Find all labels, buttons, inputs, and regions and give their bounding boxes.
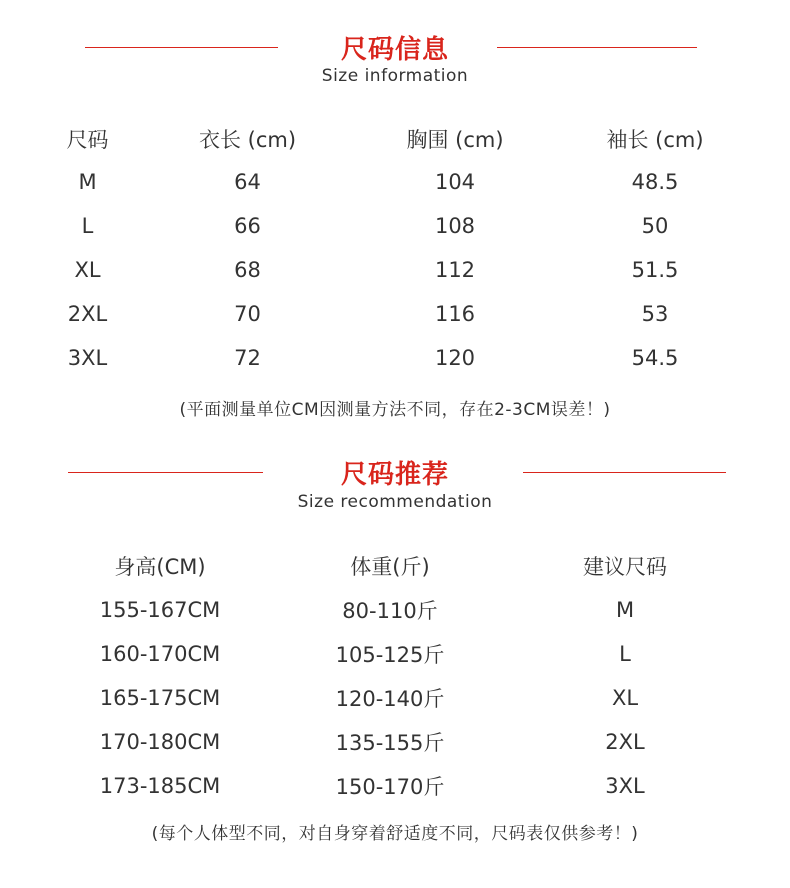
cell-sleeve: 50 (641, 214, 669, 238)
size-info-subtitle: Size information (321, 66, 469, 86)
table-row (30, 336, 750, 380)
header-weight: 体重(斤) (350, 555, 430, 579)
size-rec-note: (每个人体型不同，对自身穿着舒适度不同，尺码表仅供参考！) (151, 824, 639, 844)
header-recommended: 建议尺码 (583, 555, 667, 579)
table-row (50, 632, 740, 676)
cell-weight: 80-110斤 (342, 599, 438, 623)
cell-size: XL (74, 258, 101, 282)
header-sleeve: 袖长 (cm) (606, 128, 704, 152)
cell-chest: 112 (434, 258, 476, 282)
cell-length: 64 (234, 170, 261, 194)
size-rec-section (0, 440, 790, 888)
table-row (30, 292, 750, 336)
cell-weight: 135-155斤 (335, 731, 445, 755)
cell-size: M (615, 598, 635, 622)
cell-chest: 104 (434, 170, 476, 194)
cell-weight: 120-140斤 (335, 687, 445, 711)
header-length: 衣长 (cm) (198, 128, 297, 152)
cell-size: M (78, 170, 97, 194)
cell-sleeve: 54.5 (631, 346, 679, 370)
table-row (50, 720, 740, 764)
size-rec-subtitle: Size recommendation (297, 492, 493, 512)
cell-size: 3XL (67, 346, 108, 370)
size-info-section (0, 0, 790, 440)
table-row (50, 588, 740, 632)
cell-weight: 150-170斤 (335, 775, 445, 799)
cell-chest: 116 (434, 302, 476, 326)
table-row (50, 676, 740, 720)
size-info-header (0, 27, 790, 67)
header-chest: 胸围 (cm) (406, 128, 504, 152)
size-info-title: 尺码信息 (340, 35, 449, 65)
size-rec-title: 尺码推荐 (340, 460, 449, 490)
cell-weight: 105-125斤 (335, 643, 445, 667)
table-header-row (50, 544, 740, 588)
cell-height: 170-180CM (99, 730, 221, 754)
cell-sleeve: 51.5 (631, 258, 679, 282)
cell-chest: 108 (434, 214, 476, 238)
size-rec-table (50, 544, 740, 808)
header-size: 尺码 (66, 128, 109, 152)
cell-length: 72 (234, 346, 261, 370)
cell-length: 68 (234, 258, 261, 282)
cell-sleeve: 53 (641, 302, 669, 326)
cell-length: 66 (234, 214, 261, 238)
header-height: 身高(CM) (114, 555, 206, 579)
size-info-table (30, 118, 750, 380)
cell-chest: 120 (434, 346, 476, 370)
table-row (30, 204, 750, 248)
table-row (50, 764, 740, 808)
cell-height: 173-185CM (99, 774, 221, 798)
cell-size: 2XL (605, 730, 645, 754)
size-info-note: (平面测量单位CM因测量方法不同，存在2-3CM误差！) (179, 400, 611, 420)
cell-height: 155-167CM (99, 598, 221, 622)
cell-height: 160-170CM (99, 642, 221, 666)
cell-size: L (81, 214, 94, 238)
cell-size: XL (611, 686, 639, 710)
table-row (30, 160, 750, 204)
cell-height: 165-175CM (99, 686, 221, 710)
table-header-row (30, 118, 750, 160)
cell-size: L (619, 642, 631, 666)
cell-size: 3XL (605, 774, 645, 798)
cell-length: 70 (234, 302, 261, 326)
size-rec-header (0, 452, 790, 492)
cell-sleeve: 48.5 (631, 170, 679, 194)
cell-size: 2XL (67, 302, 108, 326)
table-row (30, 248, 750, 292)
